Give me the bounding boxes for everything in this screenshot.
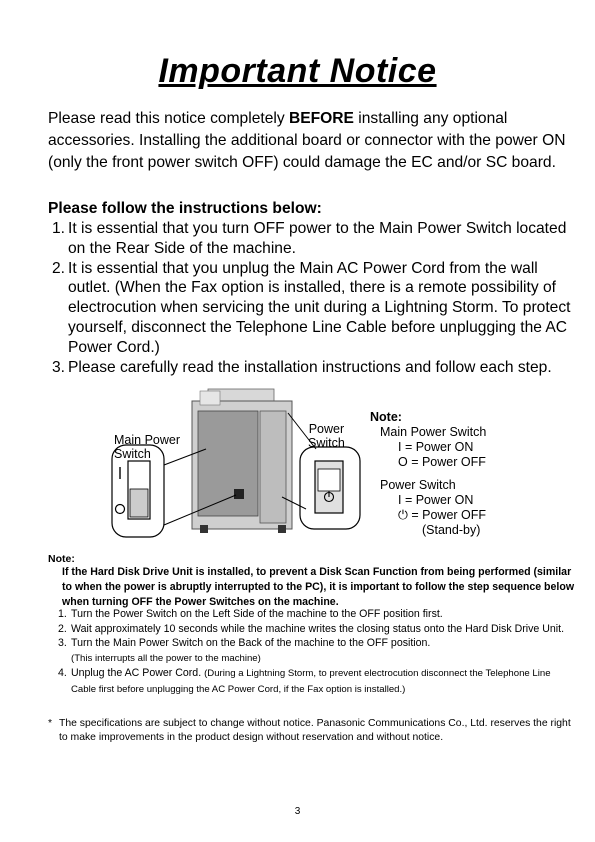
main-on-legend: I = Power ON bbox=[398, 440, 474, 454]
instruction-text: It is essential that you unplug the Main AC Power Cord from the wall outlet. (When the Fax option is installed, there is a remote possibility of electrocution when servicing the unit during a Lightning Storm. To protect yourself, disconnect the Telephone Line Cable before unplugging the AC Power Cord.) bbox=[68, 259, 571, 356]
instruction-item bbox=[48, 259, 573, 358]
intro-paragraph bbox=[48, 108, 568, 174]
shutdown-step: 3. Turn the Main Power Switch on the Back of the machine to the OFF position. (This interrupts all the power to the machine) bbox=[58, 637, 431, 664]
shutdown-step-note: (This interrupts all the power to the machine) bbox=[71, 652, 261, 664]
shutdown-steps-list bbox=[58, 607, 578, 698]
instruction-number: 2. bbox=[52, 259, 66, 277]
disclaimer-text: The specifications are subject to change without notice. Panasonic Communications Co., Ltd. reserves the right to make improvements in the product design without reservation and without notice. bbox=[59, 718, 571, 744]
instruction-text: Please carefully read the installation instructions and follow each step. bbox=[68, 358, 552, 376]
hdd-note-title: Note: bbox=[48, 553, 75, 565]
ps-on-legend: I = Power ON bbox=[398, 493, 474, 507]
instructions-heading: Please follow the instructions below: bbox=[48, 200, 322, 217]
shutdown-step: 4. Unplug the AC Power Cord. (During a Lightning Storm, to prevent electrocution disconnect the Telephone Line Cable first before unplugging the AC Power Cord, if the Fax option is installed.) bbox=[58, 667, 551, 695]
instruction-number: 1. bbox=[52, 220, 66, 237]
page-number: 3 bbox=[294, 806, 301, 817]
intro-text-after: installing any optional accessories. Installing the additional board or connector with the power ON (only the front power switch OFF) could damage the EC and/or SC board. bbox=[48, 110, 566, 171]
disclaimer-asterisk: * bbox=[48, 718, 53, 729]
intro-text-before: Please read this notice completely bbox=[48, 110, 289, 127]
main-power-switch-label: Main Power Switch bbox=[114, 433, 180, 461]
figure-note-heading: Note: bbox=[370, 410, 402, 424]
intro-emphasis: BEFORE bbox=[288, 110, 354, 127]
instructions-list bbox=[48, 219, 573, 377]
copier-machine-image bbox=[192, 389, 292, 533]
figure-note bbox=[370, 410, 486, 538]
shutdown-step: 2. Wait approximately 10 seconds while the machine writes the closing status onto the Hard Disk Drive Unit. bbox=[58, 622, 565, 635]
page-title: Important Notice bbox=[158, 52, 437, 90]
power-switch-heading: Power Switch bbox=[380, 478, 456, 492]
instruction-item bbox=[48, 358, 573, 378]
ps-standby-legend: (Stand-by) bbox=[422, 523, 481, 537]
disclaimer bbox=[48, 717, 573, 745]
shutdown-step: 1. Turn the Power Switch on the Left Side of the machine to the OFF position first. bbox=[58, 608, 443, 620]
power-switch-label: Power Switch bbox=[308, 422, 345, 450]
main-power-switch-heading: Main Power Switch bbox=[380, 425, 487, 439]
shutdown-step-note: (During a Lightning Storm, to prevent electrocution disconnect the Telephone Line Cable first before unplugging the AC Power Cord, if the Fax option is installed.) bbox=[71, 668, 551, 695]
ps-off-legend: ⏻ = Power OFF bbox=[398, 508, 487, 522]
hdd-note-paragraph: If the Hard Disk Drive Unit is installed, to prevent a Disk Scan Function from being performed (similar to when the power is abruptly interrupted to the PC), it is important to follow the step sequence below when turning OFF the Power Switches on the machine. bbox=[62, 566, 575, 608]
instruction-item bbox=[48, 219, 573, 259]
main-off-legend: O = Power OFF bbox=[398, 455, 486, 469]
instruction-text: It is essential that you turn OFF power to the Main Power Switch located on the Rear Side of the machine. bbox=[68, 220, 567, 257]
instruction-number: 3. bbox=[52, 358, 66, 376]
